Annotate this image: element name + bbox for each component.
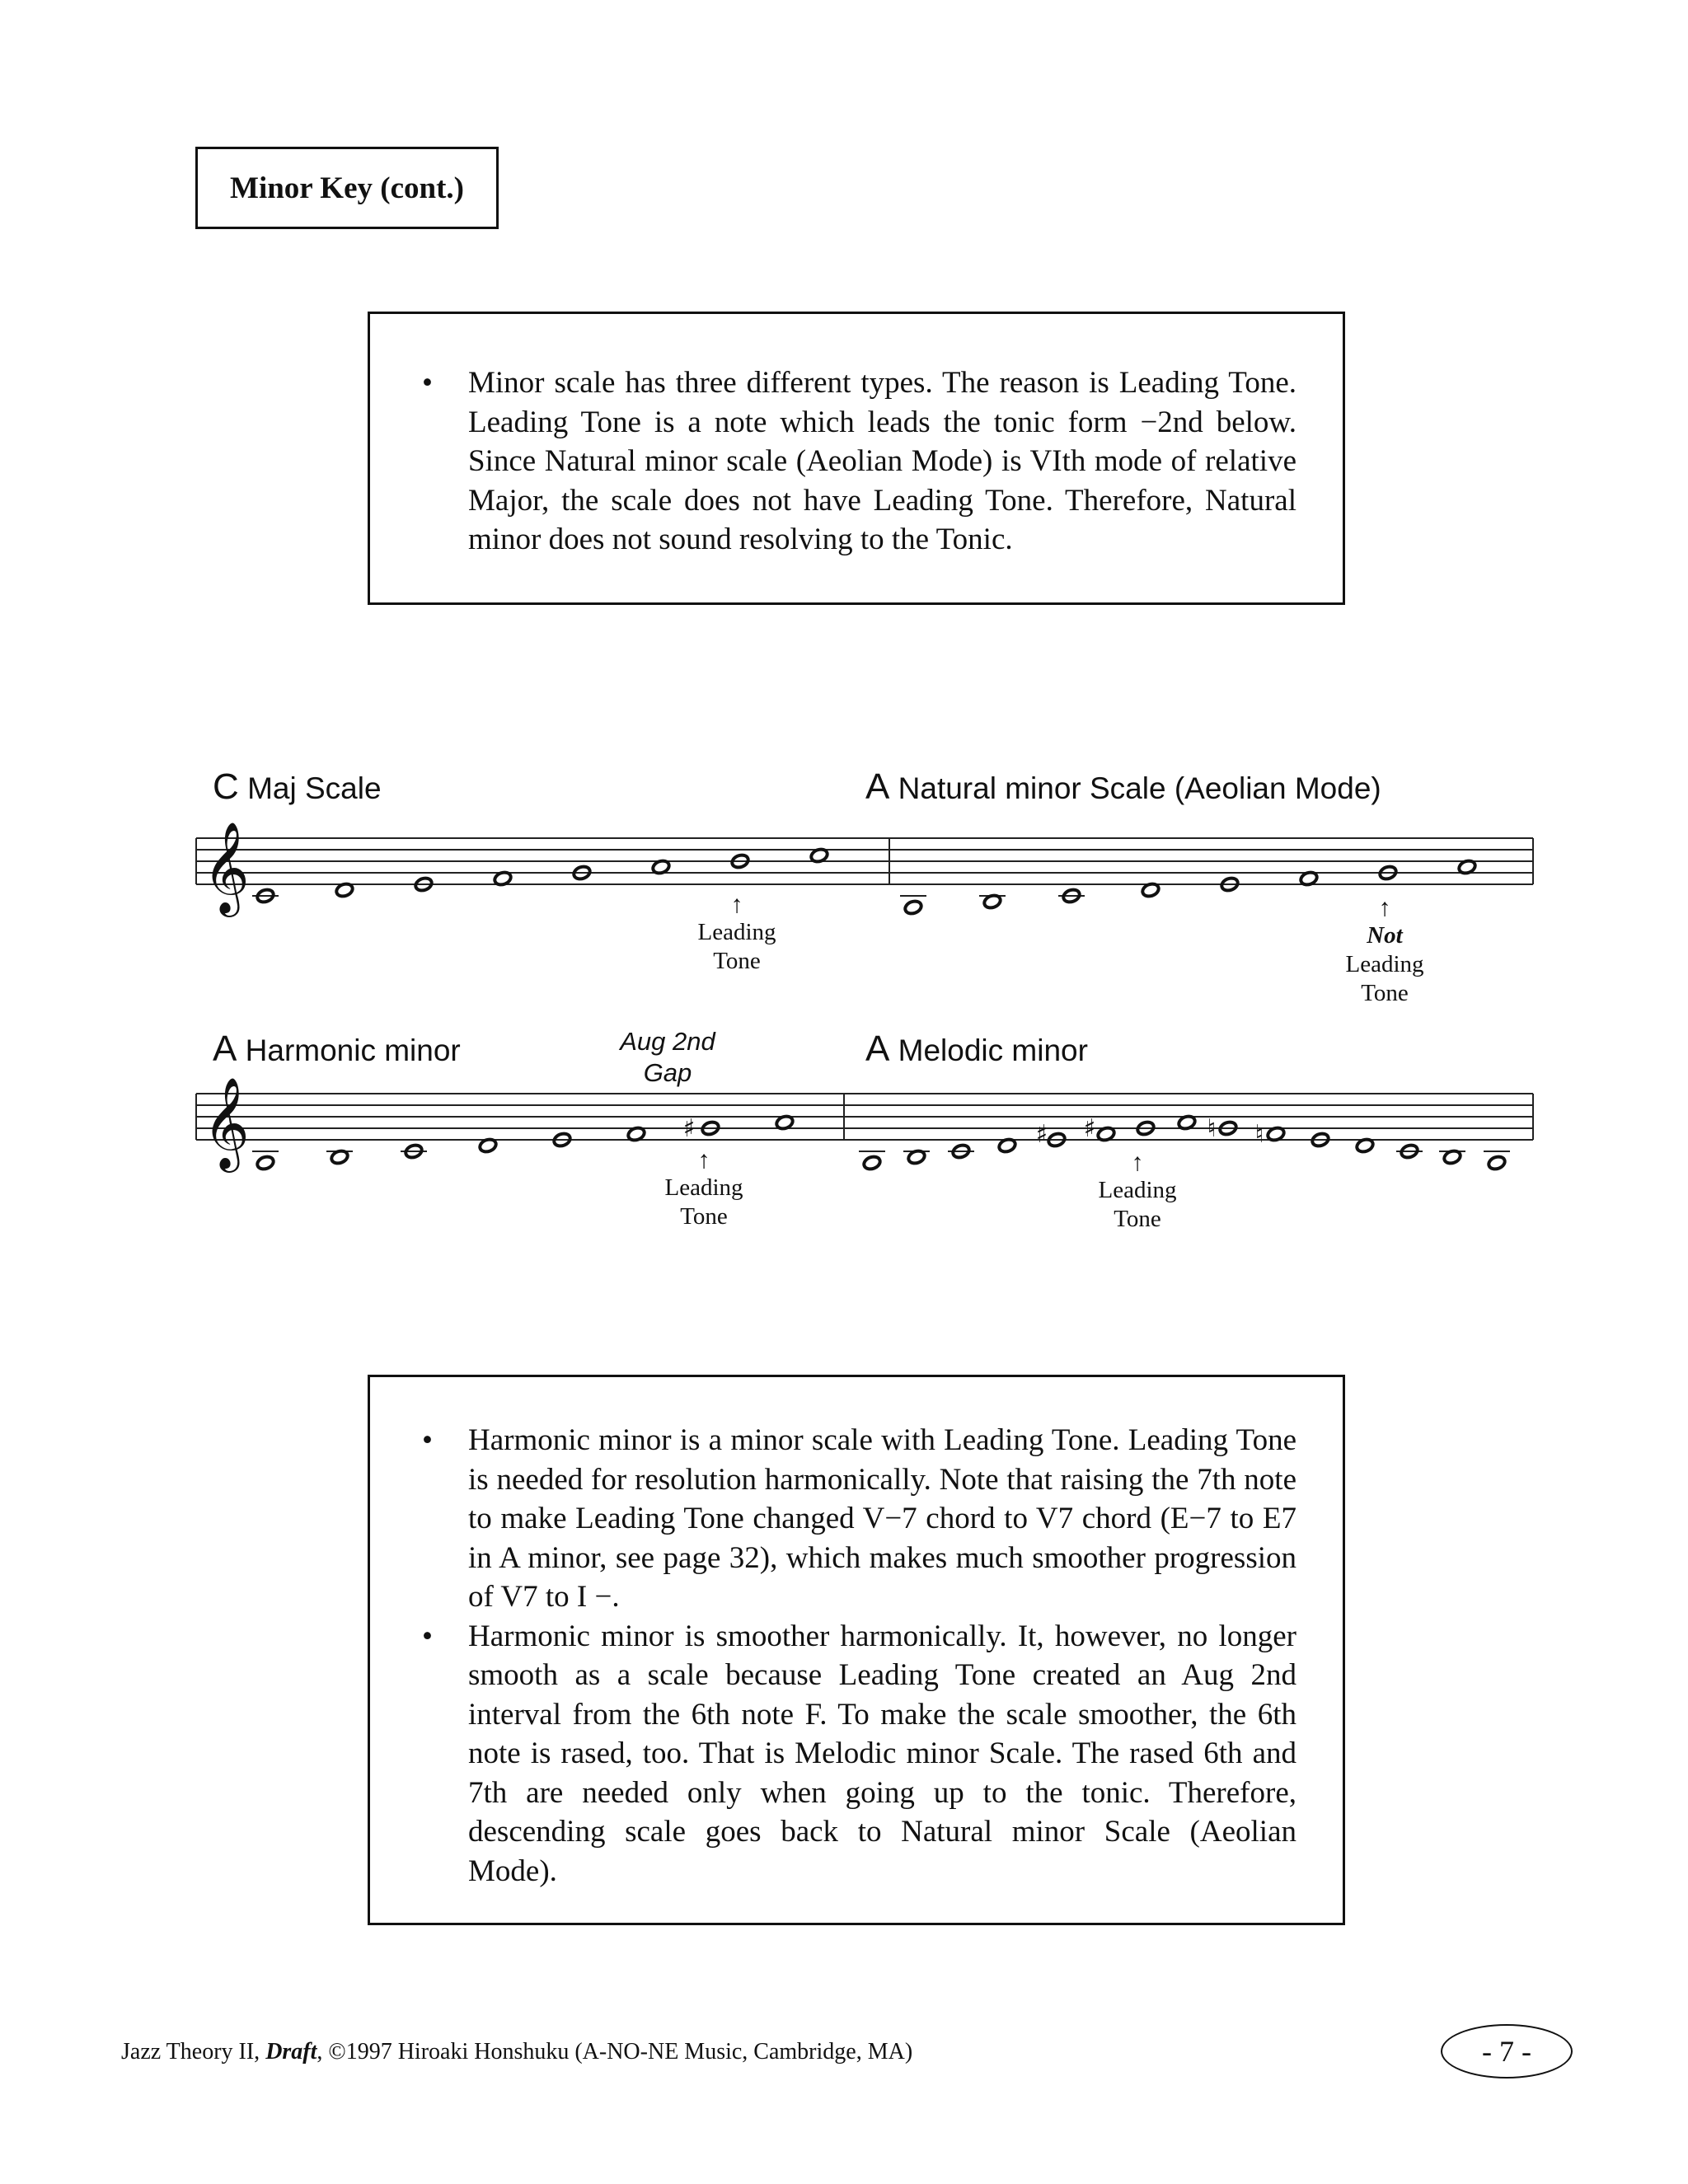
sharp-icon: ♯ xyxy=(1083,1114,1096,1143)
whole-note xyxy=(1058,888,1085,904)
up-arrow-icon: ↑ xyxy=(730,891,743,918)
a-melodic-minor-label: A Melodic minor xyxy=(865,1029,1088,1069)
intro-bullet: • Minor scale has three different types. The reason is Leading Tone. Leading Tone is a note which leads the tonic form −2nd below. Since Natural minor scale (Aeolian Mode) is VIth mode of relative Major, the scale does not have Leading Tone. Therefore, Natural minor does not sound resolving to the Tonic. xyxy=(422,363,1296,560)
up-arrow-icon: ↑ xyxy=(1131,1149,1144,1176)
sharp-icon: ♯ xyxy=(1035,1120,1048,1149)
whole-note xyxy=(326,1149,353,1165)
staff-row-1 xyxy=(196,838,1533,884)
whole-note xyxy=(900,896,926,916)
a-natural-not-leading-tone-annotation: ↑ Not Leading Tone xyxy=(1345,894,1424,1006)
staff-row-2 xyxy=(196,1094,1533,1140)
whole-note xyxy=(1439,1149,1465,1165)
aug-2nd-gap-label: Aug 2nd Gap xyxy=(620,1027,715,1087)
natural-icon: ♮ xyxy=(1207,1114,1217,1143)
page-title: Minor Key (cont.) xyxy=(230,171,464,205)
whole-note xyxy=(401,1143,427,1160)
scale-notes-row-2 xyxy=(252,1114,1510,1171)
a-harmonic-minor-label: A Harmonic minor xyxy=(213,1029,461,1069)
scale-notes-row-1 xyxy=(252,847,1477,916)
natural-icon: ♮ xyxy=(1254,1120,1264,1149)
whole-note xyxy=(979,893,1006,910)
up-arrow-icon: ↑ xyxy=(1378,894,1391,921)
up-arrow-icon: ↑ xyxy=(697,1146,710,1174)
melodic-minor-bullet: • Harmonic minor is smoother harmonically. It, however, no longer smooth as a scale because Leading Tone created an Aug 2nd interval from the 6th note F. To make the scale smoother, the 6th note is rased, too. That is Melodic minor Scale. The rased 6th and 7th are needed only when going up to the tonic. Therefore, descending scale goes back to Natural minor Scale (Aeolian Mode). xyxy=(422,1617,1296,1891)
whole-note xyxy=(1396,1143,1423,1160)
whole-note xyxy=(252,888,279,904)
footer-citation: Jazz Theory II, Draft, ©1997 Hiroaki Honshuku (A-NO-NE Music, Cambridge, MA) xyxy=(121,2039,913,2064)
c-major-leading-tone-annotation: ↑ Leading Tone xyxy=(697,891,776,974)
whole-note xyxy=(948,1143,974,1160)
whole-note xyxy=(1484,1151,1510,1171)
a-melodic-leading-tone-annotation: ↑ Leading Tone xyxy=(1098,1149,1177,1232)
whole-note xyxy=(252,1151,279,1171)
treble-clef-icon: 𝄞 xyxy=(203,821,250,913)
harmonic-minor-bullet: • Harmonic minor is a minor scale with Leading Tone. Leading Tone is needed for resolution harmonically. Note that raising the 7th note to make Leading Tone changed V−7 chord to V7 chord (E−7 to E7 in A minor, see page 32), which makes much smoother progression of V7 to I −. xyxy=(422,1421,1296,1617)
page-number: - 7 - xyxy=(1441,2024,1573,2079)
sharp-icon: ♯ xyxy=(682,1114,696,1143)
treble-clef-icon: 𝄞 xyxy=(203,1076,250,1169)
whole-note xyxy=(903,1149,930,1165)
a-natural-minor-label: A Natural minor Scale (Aeolian Mode) xyxy=(865,766,1381,807)
whole-note xyxy=(859,1151,885,1171)
c-major-scale-label: C Maj Scale xyxy=(213,766,382,807)
harmonic-melodic-text-box xyxy=(368,1375,1345,1925)
a-harmonic-leading-tone-annotation: ↑ Leading Tone xyxy=(664,1146,743,1230)
